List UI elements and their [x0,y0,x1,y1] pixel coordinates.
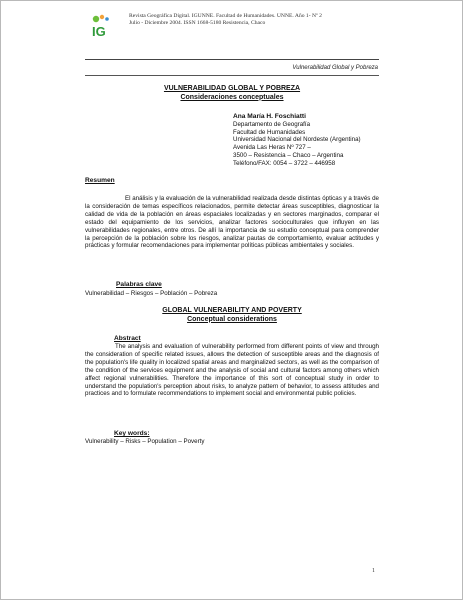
author-name: Ana María H. Foschiatti [233,113,306,120]
key-words-list: Vulnerability – Risks – Population – Poverty [85,438,205,445]
resumen-body: El análisis y la evaluación de la vulnerabilidad realizada desde distintas ópticas y a través de la consideración de temas específicos relacionados, permite detectar áreas susceptibles, diagnosticar la calidad de vida de la población en áreas espaciales localizadas y en sectores marginados, comparar el estado del equipamiento de los servicios, analizar factores socioculturales que influyen en las vulnerabilidades regionales, entre otros. De allí la importancia de su estudio conceptual para comprender la percepción de la población sobre los riesgos, analizar pautas de comportamiento, evaluar actitudes y prácticas y formular recomendaciones para implementar políticas públicas ambientales y sociales. [85,195,379,250]
header-divider [85,59,379,60]
logo-text: IG [92,24,106,39]
english-title-block [85,307,379,324]
abstract-body: The analysis and evaluation of vulnerability performed from different points of view and through the consideration of specific related issues, allows the detection of susceptible areas and the diagnosis of the population's life quality in localized spatial areas and marginalized sectors, as well as the comparison of the condition of the services equipment and the analysis of social and cultural factors among others which affect regional vulnerabilities. Therefore the importance of this sort of conceptual study in order to understand the population's perception about risks, to analyze pattern of behavior, to assess attitudes and practices and to formulate recommendations to implement social and environmental public policies. [85,343,379,398]
key-words-heading: Key words: [114,430,150,437]
spanish-subtitle: Consideraciones conceptuales [180,93,284,101]
english-title: GLOBAL VULNERABILITY AND POVERTY [162,307,302,314]
journal-info [129,13,429,27]
author-address: Avenida Las Heras Nº 727 – [233,144,311,152]
page-number: 1 [372,568,375,574]
running-head-divider [85,75,379,76]
igunne-logo-icon [91,13,117,39]
journal-line-1: Revista Geográfica Digital. IGUNNE. Facultad de Humanidades. UNNE. Año 1- Nº 2 [129,13,322,19]
author-university: Universidad Nacional del Nordeste (Argentina) [233,136,361,144]
palabras-clave-heading: Palabras clave [116,281,162,288]
author-city: 3500 – Resistencia – Chaco – Argentina [233,151,344,159]
author-phone: Teléfono/FAX: 0054 – 3722 – 446958 [233,159,336,167]
journal-line-2: Julio - Diciembre 2004. ISSN 1668-5180 Resistencia, Chaco [129,20,266,27]
resumen-heading: Resumen [85,177,115,184]
author-block [233,113,361,168]
abstract-heading: Abstract [114,335,141,342]
spanish-title: VULNERABILIDAD GLOBAL Y POBREZA [163,85,301,92]
author-department: Departamento de Geografía [233,120,311,128]
running-head: Vulnerabilidad Global y Pobreza [292,65,378,71]
author-faculty: Facultad de Humanidades [233,128,306,136]
spanish-title-block [85,85,379,102]
palabras-clave-list: Vulnerabilidad – Riesgos – Población – Pobreza [85,290,218,297]
english-subtitle: Conceptual considerations [187,315,277,323]
